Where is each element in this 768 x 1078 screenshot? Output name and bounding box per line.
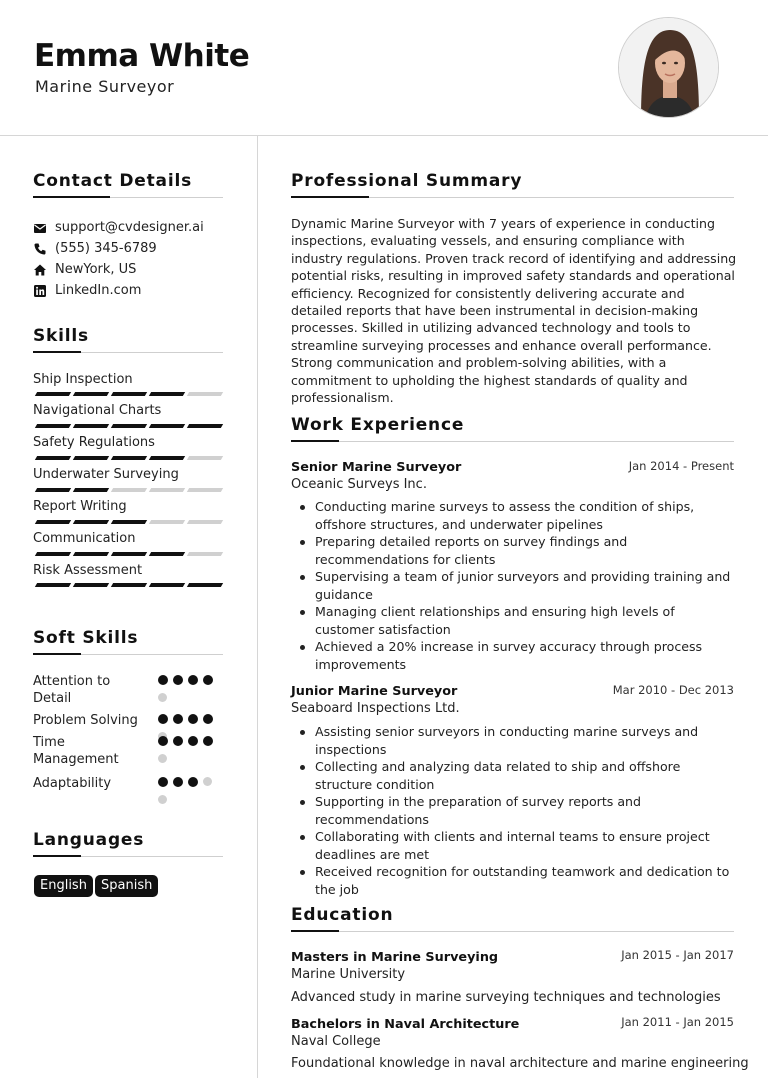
contact-email[interactable] [33,220,204,235]
job-company: Seaboard Inspections Ltd. [291,701,460,716]
list-item: Collaborating with clients and internal teams to ensure project deadlines are met [297,828,737,863]
soft-skills-section-title: Soft Skills [33,628,139,648]
rating-dot-filled [188,714,198,724]
skill-segment-filled [73,552,109,556]
skill-segment-filled [111,583,147,587]
skill-name: Ship Inspection [33,372,133,387]
resume-header [0,0,768,136]
skill-level-bar [34,456,222,461]
languages-section-title: Languages [33,830,145,850]
languages-section-rule [33,856,223,857]
list-item: Preparing detailed reports on survey findings and recommendations for clients [297,533,737,568]
skill-segment-filled [73,583,109,587]
contact-linkedin[interactable] [33,283,141,298]
language-badge: English [34,875,93,897]
home-icon [33,263,47,277]
list-item: Conducting marine surveys to assess the condition of ships, offshore structures, and underwater pipelines [297,498,737,533]
summary-text: Dynamic Marine Surveyor with 7 years of experience in conducting inspections, evaluating vessels, and ensuring compliance with industry regulations. Proven track record of identifying and addressing potential risks, resulting in improved safety standards and operational efficiency. Recognized for consistently delivering accurate and detailed reports that have been instrumental in decision-making processes. Skilled in utilizing advanced technology and tools to streamline surveying processes and enhance overall performance. Strong communication and problem-solving abilities, with a commitment to upholding the highest standards of quality and professionalism. [291,216,737,406]
skill-segment-filled [149,424,185,428]
experience-section-rule [291,441,734,442]
rating-dot-empty [158,795,167,804]
soft-skill-name: Attention to Detail [33,674,111,706]
education-degree: Masters in Marine Surveying [291,950,499,965]
skill-segment-filled [73,424,109,428]
candidate-role: Marine Surveyor [35,77,175,96]
skill-segment-empty [187,488,223,492]
skill-segment-filled [35,424,71,428]
skill-segment-filled [35,552,71,556]
contact-phone[interactable] [33,241,157,256]
skill-segment-filled [35,456,71,460]
education-description: Foundational knowledge in naval architecture and marine engineering [291,1056,749,1071]
skill-segment-empty [187,456,223,460]
skill-segment-filled [73,520,109,524]
education-degree: Bachelors in Naval Architecture [291,1017,520,1032]
candidate-name: Emma White [34,38,250,74]
skill-segment-empty [111,488,147,492]
rating-dot-filled [173,777,183,787]
skill-segment-filled [149,583,185,587]
rating-dot-filled [203,714,213,724]
skill-segment-empty [187,520,223,524]
rating-dot-empty [158,693,167,702]
job-responsibilities [297,723,737,898]
contact-location-text: NewYork, US [55,262,137,277]
education-description: Advanced study in marine surveying techniques and technologies [291,990,721,1005]
rating-dot-filled [158,675,168,685]
list-item: Assisting senior surveyors in conducting marine surveys and inspections [297,723,737,758]
skills-section-title: Skills [33,326,89,346]
skill-name: Report Writing [33,499,127,514]
rating-dot-filled [158,777,168,787]
skill-level-bar [34,552,222,557]
skill-name: Safety Regulations [33,435,155,450]
education-school: Naval College [291,1034,381,1049]
skill-segment-filled [35,488,71,492]
skill-segment-filled [73,392,109,396]
skill-level-bar [34,392,222,397]
list-item: Supervising a team of junior surveyors and providing training and guidance [297,568,737,603]
skill-segment-filled [111,392,147,396]
experience-section-title: Work Experience [291,415,465,435]
language-badge: Spanish [95,875,158,897]
rating-dot-empty [158,754,167,763]
rating-dot-filled [158,736,168,746]
contact-section-title: Contact Details [33,171,192,191]
skill-segment-filled [149,456,185,460]
skill-level-bar [34,488,222,493]
contact-email-text: support@cvdesigner.ai [55,220,204,235]
linkedin-icon [33,284,47,298]
phone-icon [33,242,47,256]
skill-segment-filled [111,424,147,428]
job-date: Mar 2010 - Dec 2013 [612,683,734,697]
education-section-rule [291,931,734,932]
rating-dot-filled [203,736,213,746]
summary-section-rule [291,197,734,198]
skill-segment-filled [111,520,147,524]
soft-skill-name: Time Management [33,735,119,767]
skill-segment-filled [111,552,147,556]
education-section-title: Education [291,905,394,925]
skill-segment-filled [35,392,71,396]
soft-skill-name: Problem Solving [33,713,138,728]
skill-segment-filled [111,456,147,460]
contact-phone-text: (555) 345-6789 [55,241,157,256]
rating-dot-empty [203,777,212,786]
job-title: Senior Marine Surveyor [291,460,462,475]
skill-segment-empty [187,552,223,556]
job-date: Jan 2014 - Present [628,459,734,473]
rating-dot-filled [173,736,183,746]
profile-photo [618,17,719,118]
skill-segment-empty [149,520,185,524]
skill-segment-filled [35,520,71,524]
soft-skill-name: Adaptability [33,776,112,791]
skill-level-bar [34,424,222,429]
job-title: Junior Marine Surveyor [291,684,458,699]
contact-linkedin-text: LinkedIn.com [55,283,142,298]
job-company: Oceanic Surveys Inc. [291,477,427,492]
skill-segment-filled [35,583,71,587]
skill-segment-filled [73,456,109,460]
list-item: Supporting in the preparation of survey reports and recommendations [297,793,737,828]
skill-name: Communication [33,531,136,546]
skill-level-bar [34,520,222,525]
list-item: Collecting and analyzing data related to ship and offshore structure condition [297,758,737,793]
list-item: Achieved a 20% increase in survey accuracy through process improvements [297,638,737,673]
skills-section-rule [33,352,223,353]
contact-section-rule [33,197,223,198]
soft-skills-section-rule [33,654,223,655]
skill-segment-empty [187,392,223,396]
skill-segment-filled [149,392,185,396]
job-responsibilities [297,498,737,673]
list-item: Received recognition for outstanding teamwork and dedication to the job [297,863,737,898]
skill-segment-filled [73,488,109,492]
rating-dot-filled [173,714,183,724]
education-date: Jan 2015 - Jan 2017 [621,948,734,962]
envelope-icon [33,221,47,235]
rating-dot-filled [158,714,168,724]
rating-dot-filled [188,736,198,746]
rating-dot-filled [203,675,213,685]
skill-segment-filled [187,583,223,587]
education-school: Marine University [291,967,406,982]
skill-name: Navigational Charts [33,403,162,418]
education-date: Jan 2011 - Jan 2015 [621,1015,734,1029]
contact-location [33,262,136,277]
list-item: Managing client relationships and ensuring high levels of customer satisfaction [297,603,737,638]
skill-name: Underwater Surveying [33,467,179,482]
skill-segment-filled [149,552,185,556]
skill-level-bar [34,583,222,588]
summary-section-title: Professional Summary [291,171,523,191]
skill-segment-empty [149,488,185,492]
column-divider [257,136,258,1078]
rating-dot-filled [188,675,198,685]
skill-name: Risk Assessment [33,563,143,578]
skill-segment-filled [187,424,223,428]
rating-dot-filled [188,777,198,787]
rating-dot-filled [173,675,183,685]
